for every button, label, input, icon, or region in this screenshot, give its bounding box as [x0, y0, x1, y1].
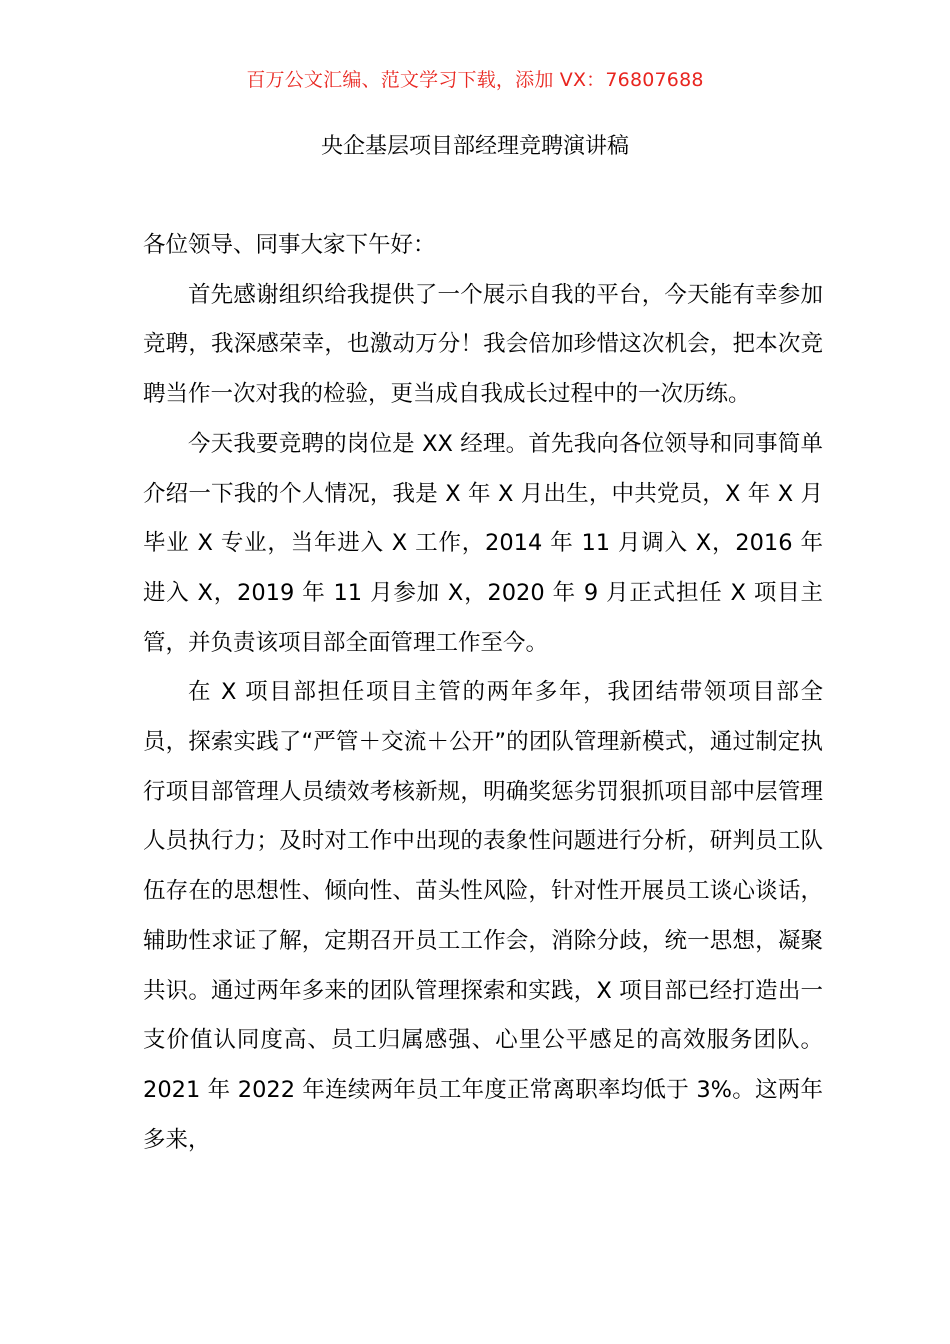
paragraph-intro: 首先感谢组织给我提供了一个展示自我的平台，今天能有幸参加竞聘，我深感荣幸，也激动万分！我会倍加珍惜这次机会，把本次竞聘当作一次对我的检验，更当成自我成长过程中的一次历练。	[143, 281, 823, 408]
paragraph-team-management: 在 X 项目部担任项目主管的两年多年，我团结带领项目部全员，探索实践了“严管＋交流＋公开”的团队管理新模式，通过制定执行项目部管理人员绩效考核新规，明确奖惩劣罚狠抓项目部中层管理人员执行力；及时对工作中出现的表象性问题进行分析，研判员工队伍存在的思想性、倾向性、苗头性风险，针对性开展员工谈心谈话，辅助性求证了解，定期召开员工工作会，消除分歧，统一思想，凝聚共识。通过两年多来的团队管理探索和实践，X 项目部已经打造出一支价值认同度高、员工归属感强、心里公平感足的高效服务团队。2021 年 2022 年连续两年员工年度正常离职率均低于 3%。这两年多来，	[143, 679, 823, 1153]
watermark-header: 百万公文汇编、范文学习下载，添加 VX：76807688	[246, 69, 704, 91]
salutation: 各位领导、同事大家下午好：	[143, 232, 436, 258]
document-title: 央企基层项目部经理竞聘演讲稿	[320, 134, 629, 159]
document-body	[143, 221, 823, 1165]
paragraph-personal-info: 今天我要竞聘的岗位是 XX 经理。首先我向各位领导和同事简单介绍一下我的个人情况，我是 X 年 X 月出生，中共党员，X 年 X 月毕业 X 专业，当年进入 X 工作，2014 年 11 月调入 X，2016 年进入 X，2019 年 11 月参加 X，2020 年 9 月正式担任 X 项目主管，并负责该项目部全面管理工作至今。	[143, 430, 823, 656]
